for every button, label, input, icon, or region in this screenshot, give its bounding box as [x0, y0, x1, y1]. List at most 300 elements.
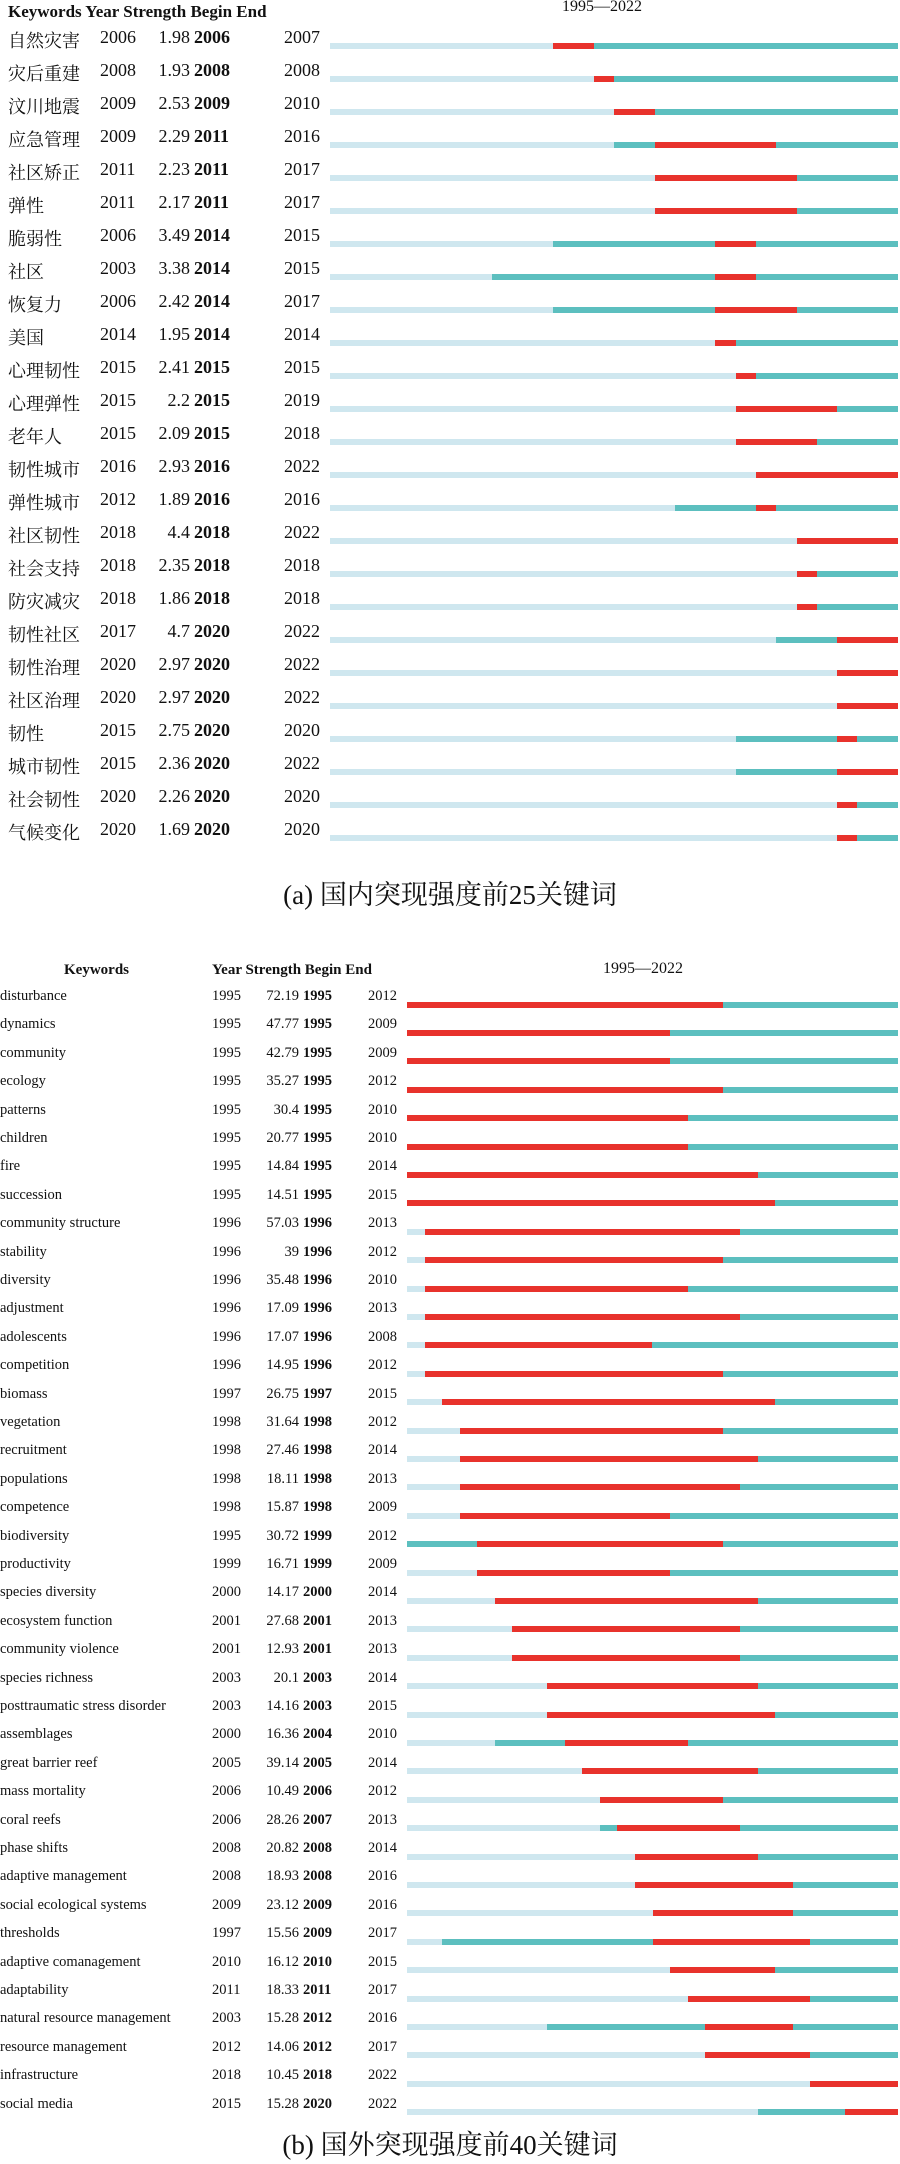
- keyword-row: [0, 1357, 900, 1385]
- begin-value: 2010: [303, 1953, 332, 1970]
- end-value: 2016: [368, 2010, 397, 2027]
- keyword-label: 社会韧性: [8, 790, 80, 810]
- keyword-label: 韧性: [8, 724, 44, 744]
- end-value: 2012: [368, 988, 397, 1004]
- timeline-bar: [407, 1655, 898, 1661]
- timeline-bar: [407, 1314, 898, 1320]
- year-value: 2020: [100, 819, 136, 839]
- timeline-bar: [407, 1882, 898, 1888]
- year-value: 2003: [212, 1669, 241, 1686]
- keyword-label: great barrier reef: [0, 1754, 98, 1771]
- year-value: 1999: [212, 1556, 241, 1572]
- keyword-label: patterns: [0, 1101, 46, 1118]
- pre-appearance-segment: [407, 2081, 810, 2087]
- pre-appearance-segment: [407, 1257, 425, 1263]
- burst-segment: [425, 1286, 688, 1292]
- keyword-label: 美国: [8, 328, 44, 348]
- end-value: 2019: [284, 390, 320, 410]
- year-value: 1996: [212, 1300, 241, 1317]
- year-value: 2010: [212, 1953, 241, 1970]
- strength-value: 16.71: [266, 1556, 299, 1572]
- end-value: 2007: [284, 27, 320, 47]
- pre-appearance-segment: [330, 175, 655, 181]
- end-value: 2009: [368, 1499, 397, 1516]
- year-value: 1998: [212, 1499, 241, 1516]
- burst-segment: [594, 76, 614, 82]
- year-value: 1998: [212, 1470, 241, 1487]
- begin-value: 2006: [194, 27, 230, 47]
- timeline-bar: [407, 1030, 898, 1036]
- pre-appearance-segment: [330, 76, 594, 82]
- strength-value: 39.14: [266, 1754, 299, 1771]
- pre-appearance-segment: [407, 1513, 460, 1519]
- pre-appearance-segment: [407, 1342, 425, 1348]
- burst-segment: [407, 1030, 670, 1036]
- pre-appearance-segment: [407, 1683, 547, 1689]
- timeline-bar: [407, 1484, 898, 1490]
- end-value: 2022: [284, 621, 320, 641]
- keyword-label: stability: [0, 1243, 47, 1260]
- keyword-row: [0, 1783, 900, 1811]
- year-value: 2020: [100, 786, 136, 806]
- timeline-bar: [330, 373, 898, 379]
- timeline-bar: [407, 1626, 898, 1632]
- begin-value: 2014: [194, 324, 230, 344]
- keyword-row: [0, 1244, 900, 1272]
- strength-value: 14.06: [266, 2038, 299, 2055]
- burst-segment: [477, 1570, 670, 1576]
- burst-segment: [797, 604, 817, 610]
- begin-value: 1995: [303, 1158, 332, 1175]
- keyword-row: [0, 1215, 900, 1243]
- keyword-label: community violence: [0, 1641, 119, 1658]
- timeline-bar: [330, 175, 898, 181]
- strength-value: 57.03: [266, 1215, 299, 1232]
- keyword-label: 社区矫正: [8, 163, 80, 183]
- pre-appearance-segment: [330, 406, 736, 412]
- panel-b-foreign-burst-chart: [0, 950, 900, 2164]
- keyword-row: [0, 423, 900, 456]
- burst-segment: [407, 1002, 723, 1008]
- strength-value: 31.64: [266, 1414, 299, 1430]
- timeline-bar: [407, 1513, 898, 1519]
- burst-segment: [460, 1513, 670, 1519]
- strength-value: 2.29: [158, 126, 190, 146]
- pre-appearance-segment: [407, 1740, 495, 1746]
- pre-appearance-segment: [407, 2052, 705, 2058]
- begin-value: 2009: [194, 93, 230, 113]
- timeline-bar: [407, 1541, 898, 1547]
- year-value: 1995: [212, 1044, 241, 1061]
- begin-value: 2020: [194, 654, 230, 674]
- keyword-label: 社区韧性: [8, 526, 80, 546]
- timeline-bar: [330, 340, 898, 346]
- timeline-bar: [407, 1910, 898, 1916]
- keyword-label: 韧性社区: [8, 625, 80, 645]
- burst-segment: [715, 274, 756, 280]
- strength-value: 16.12: [266, 1953, 299, 1970]
- end-value: 2013: [368, 1215, 397, 1232]
- timeline-bar: [407, 1229, 898, 1235]
- begin-value: 2020: [194, 753, 230, 773]
- keyword-row: [0, 1641, 900, 1669]
- pre-appearance-segment: [407, 1626, 512, 1632]
- keyword-label: 气候变化: [8, 823, 80, 843]
- keyword-row: [0, 324, 900, 357]
- burst-segment: [512, 1626, 740, 1632]
- keyword-row: [0, 1102, 900, 1130]
- strength-value: 72.19: [266, 988, 299, 1004]
- keyword-label: recruitment: [0, 1442, 67, 1459]
- strength-value: 15.87: [266, 1499, 299, 1516]
- pre-appearance-segment: [407, 1598, 495, 1604]
- begin-value: 1996: [303, 1357, 332, 1374]
- keyword-row: [0, 1954, 900, 1982]
- burst-segment: [617, 1825, 740, 1831]
- year-value: 2020: [100, 687, 136, 707]
- timeline-bar: [330, 736, 898, 742]
- end-value: 2016: [368, 1868, 397, 1885]
- keyword-label: fire: [0, 1158, 21, 1175]
- keyword-label: 恢复力: [8, 295, 62, 315]
- timeline-bar: [330, 406, 898, 412]
- timeline-bar: [407, 1200, 898, 1206]
- burst-segment: [635, 1882, 793, 1888]
- timeline-bar: [407, 1967, 898, 1973]
- burst-segment: [635, 1854, 758, 1860]
- pre-appearance-segment: [407, 1314, 425, 1320]
- header-end: End: [345, 962, 372, 978]
- begin-value: 2008: [194, 60, 230, 80]
- keyword-row: [0, 988, 900, 1016]
- end-value: 2016: [368, 1896, 397, 1913]
- keyword-row: [0, 2010, 900, 2038]
- burst-segment: [655, 208, 797, 214]
- pre-appearance-segment: [330, 274, 492, 280]
- pre-appearance-segment: [407, 1456, 460, 1462]
- pre-appearance-segment: [407, 1286, 425, 1292]
- begin-value: 2005: [303, 1754, 332, 1771]
- begin-value: 1999: [303, 1527, 332, 1544]
- timeline-bar: [407, 1598, 898, 1604]
- pre-appearance-segment: [330, 538, 797, 544]
- end-value: 2013: [368, 1470, 397, 1487]
- year-value: 2006: [212, 1811, 241, 1828]
- year-value: 2005: [212, 1754, 241, 1771]
- pre-appearance-segment: [407, 1484, 460, 1490]
- year-value: 2011: [100, 192, 136, 212]
- timeline-bar: [407, 1797, 898, 1803]
- keyword-label: adaptive management: [0, 1868, 127, 1885]
- keyword-row: [0, 1016, 900, 1044]
- keyword-row: [0, 489, 900, 522]
- keyword-row: [0, 93, 900, 126]
- timeline-bar: [330, 637, 898, 643]
- begin-value: 2001: [303, 1641, 332, 1658]
- timeline-bar: [407, 1002, 898, 1008]
- year-value: 2015: [100, 720, 136, 740]
- end-value: 2018: [284, 588, 320, 608]
- timeline-bar: [407, 1683, 898, 1689]
- strength-value: 42.79: [266, 1044, 299, 1061]
- begin-value: 2020: [303, 2095, 332, 2112]
- keyword-label: 城市韧性: [8, 757, 80, 777]
- year-value: 1995: [212, 988, 241, 1004]
- strength-value: 26.75: [266, 1385, 299, 1402]
- keyword-label: 防灾减灾: [8, 592, 80, 612]
- keyword-row: [0, 555, 900, 588]
- keyword-row: [0, 1386, 900, 1414]
- timeline-bar: [330, 274, 898, 280]
- pre-appearance-segment: [330, 109, 614, 115]
- pre-appearance-segment: [407, 1229, 425, 1235]
- year-value: 2003: [212, 1698, 241, 1714]
- keyword-row: [0, 126, 900, 159]
- year-value: 1995: [212, 1186, 241, 1203]
- end-value: 2016: [284, 126, 320, 146]
- keyword-label: 社区治理: [8, 691, 80, 711]
- strength-value: 15.28: [266, 2095, 299, 2112]
- end-value: 2015: [368, 1953, 397, 1970]
- strength-value: 1.86: [158, 588, 190, 608]
- burst-segment: [653, 1910, 793, 1916]
- burst-segment: [600, 1797, 723, 1803]
- pre-appearance-segment: [330, 769, 736, 775]
- begin-value: 2009: [303, 1925, 332, 1942]
- header-keywords: Keywords: [8, 2, 82, 21]
- burst-segment: [837, 802, 857, 808]
- strength-value: 27.46: [266, 1442, 299, 1459]
- timeline-bar: [407, 1456, 898, 1462]
- pre-appearance-segment: [407, 1570, 477, 1576]
- year-value: 2020: [100, 654, 136, 674]
- year-value: 1995: [212, 1130, 241, 1146]
- end-value: 2017: [284, 192, 320, 212]
- timeline-bar: [407, 1854, 898, 1860]
- keyword-row: [0, 1613, 900, 1641]
- pre-appearance-segment: [330, 43, 553, 49]
- pre-appearance-segment: [330, 208, 655, 214]
- strength-value: 2.53: [158, 93, 190, 113]
- strength-value: 2.36: [158, 753, 190, 773]
- year-value: 2000: [212, 1584, 241, 1601]
- keyword-row: [0, 1187, 900, 1215]
- pre-appearance-segment: [330, 736, 736, 742]
- keyword-label: succession: [0, 1186, 63, 1203]
- keyword-label: social ecological systems: [0, 1896, 147, 1913]
- burst-segment: [425, 1257, 723, 1263]
- strength-value: 2.17: [158, 192, 190, 212]
- strength-value: 2.97: [158, 687, 190, 707]
- begin-value: 2020: [194, 819, 230, 839]
- keyword-row: [0, 687, 900, 720]
- pre-appearance-segment: [330, 340, 715, 346]
- begin-value: 1995: [303, 1130, 332, 1146]
- panel-a-header-row: [8, 2, 267, 22]
- year-value: 2006: [212, 1783, 241, 1800]
- begin-value: 2012: [303, 2038, 332, 2055]
- timeline-bar: [407, 1939, 898, 1945]
- keyword-label: mass mortality: [0, 1783, 86, 1800]
- pre-appearance-segment: [407, 1399, 442, 1405]
- keyword-row: [0, 522, 900, 555]
- keyword-row: [0, 1897, 900, 1925]
- strength-value: 14.51: [266, 1186, 299, 1203]
- panel-b-header-keywords: Keywords: [64, 962, 129, 978]
- timeline-bar: [330, 208, 898, 214]
- begin-value: 2014: [194, 291, 230, 311]
- begin-value: 2018: [303, 2067, 332, 2084]
- keyword-row: [0, 2096, 900, 2124]
- year-value: 2018: [100, 555, 136, 575]
- end-value: 2012: [368, 1783, 397, 1800]
- year-value: 1996: [212, 1272, 241, 1288]
- keyword-row: [0, 1556, 900, 1584]
- keyword-label: 韧性治理: [8, 658, 80, 678]
- pre-appearance-segment: [330, 142, 614, 148]
- keyword-row: [0, 819, 900, 852]
- burst-segment: [547, 1712, 775, 1718]
- keyword-label: ecology: [0, 1073, 46, 1090]
- keyword-row: [0, 2067, 900, 2095]
- strength-value: 14.17: [266, 1584, 299, 1601]
- active-segment: [594, 76, 898, 82]
- begin-value: 1998: [303, 1470, 332, 1487]
- end-value: 2015: [284, 258, 320, 278]
- year-value: 1995: [212, 1016, 241, 1033]
- strength-value: 20.82: [266, 1840, 299, 1856]
- panel-b-caption: (b) 国外突现强度前40关键词: [282, 2130, 618, 2160]
- keyword-label: children: [0, 1130, 48, 1146]
- year-value: 2017: [100, 621, 136, 641]
- active-segment: [736, 736, 898, 742]
- year-value: 1998: [212, 1414, 241, 1430]
- begin-value: 1996: [303, 1328, 332, 1345]
- end-value: 2009: [368, 1016, 397, 1033]
- keyword-label: biodiversity: [0, 1527, 70, 1544]
- keyword-row: [0, 1499, 900, 1527]
- strength-value: 2.23: [158, 159, 190, 179]
- keyword-label: 韧性城市: [8, 460, 80, 480]
- end-value: 2013: [368, 1300, 397, 1317]
- begin-value: 2003: [303, 1698, 332, 1714]
- end-value: 2017: [284, 291, 320, 311]
- burst-segment: [407, 1058, 670, 1064]
- pre-appearance-segment: [330, 472, 756, 478]
- strength-value: 2.97: [158, 654, 190, 674]
- strength-value: 1.98: [158, 27, 190, 47]
- keyword-label: adolescents: [0, 1328, 67, 1345]
- burst-segment: [565, 1740, 688, 1746]
- begin-value: 2020: [194, 621, 230, 641]
- begin-value: 2015: [194, 357, 230, 377]
- keyword-label: social media: [0, 2095, 73, 2112]
- burst-segment: [425, 1314, 741, 1320]
- timeline-bar: [330, 505, 898, 511]
- year-value: 2011: [212, 1982, 241, 1998]
- keyword-row: [0, 588, 900, 621]
- keyword-row: [0, 225, 900, 258]
- strength-value: 10.45: [266, 2067, 299, 2084]
- keyword-row: [0, 27, 900, 60]
- pre-appearance-segment: [407, 1768, 582, 1774]
- strength-value: 2.42: [158, 291, 190, 311]
- begin-value: 1995: [303, 1073, 332, 1090]
- end-value: 2013: [368, 1612, 397, 1629]
- burst-segment: [736, 439, 817, 445]
- timeline-bar: [407, 2081, 898, 2087]
- keyword-row: [0, 1471, 900, 1499]
- burst-segment: [407, 1200, 775, 1206]
- strength-value: 4.4: [167, 522, 190, 542]
- burst-segment: [705, 2052, 810, 2058]
- keyword-row: [0, 1130, 900, 1158]
- end-value: 2012: [368, 1527, 397, 1544]
- keyword-label: 汶川地震: [8, 97, 80, 117]
- timeline-bar: [407, 2109, 898, 2115]
- pre-appearance-segment: [407, 1996, 688, 2002]
- end-value: 2022: [368, 2095, 397, 2112]
- keyword-label: biomass: [0, 1385, 48, 1402]
- end-value: 2022: [284, 753, 320, 773]
- strength-value: 17.07: [266, 1328, 299, 1345]
- begin-value: 2003: [303, 1669, 332, 1686]
- end-value: 2008: [284, 60, 320, 80]
- active-segment: [495, 1740, 898, 1746]
- begin-value: 2018: [194, 522, 230, 542]
- strength-value: 1.89: [158, 489, 190, 509]
- burst-segment: [655, 175, 797, 181]
- header-strength: Strength: [123, 2, 187, 21]
- keyword-row: [0, 1584, 900, 1612]
- panel-b-period-label: 1995—2022: [603, 960, 683, 977]
- keyword-label: resource management: [0, 2038, 127, 2055]
- begin-value: 2008: [303, 1840, 332, 1856]
- keyword-label: ecosystem function: [0, 1612, 113, 1629]
- keyword-row: [0, 654, 900, 687]
- timeline-bar: [330, 703, 898, 709]
- keyword-label: adaptive comanagement: [0, 1953, 141, 1970]
- end-value: 2014: [368, 1754, 397, 1771]
- end-value: 2012: [368, 1357, 397, 1374]
- end-value: 2015: [368, 1186, 397, 1203]
- keyword-label: posttraumatic stress disorder: [0, 1698, 166, 1714]
- keyword-label: 脆弱性: [8, 229, 62, 249]
- end-value: 2022: [284, 687, 320, 707]
- year-value: 1996: [212, 1215, 241, 1232]
- pre-appearance-segment: [330, 670, 837, 676]
- strength-value: 30.4: [273, 1101, 299, 1118]
- strength-value: 18.11: [266, 1470, 299, 1487]
- end-value: 2017: [368, 1982, 397, 1998]
- year-value: 2001: [212, 1641, 241, 1658]
- active-segment: [492, 274, 898, 280]
- strength-value: 1.95: [158, 324, 190, 344]
- burst-segment: [837, 736, 857, 742]
- panel-a-domestic-burst-chart: [0, 0, 900, 930]
- end-value: 2014: [284, 324, 320, 344]
- strength-value: 2.75: [158, 720, 190, 740]
- keyword-label: 心理韧性: [8, 361, 80, 381]
- end-value: 2018: [284, 555, 320, 575]
- strength-value: 20.77: [266, 1130, 299, 1146]
- year-value: 2018: [100, 522, 136, 542]
- keyword-row: [0, 1073, 900, 1101]
- keyword-row: [0, 60, 900, 93]
- year-value: 2008: [212, 1868, 241, 1885]
- keyword-label: species richness: [0, 1669, 94, 1686]
- panel-b-header-rest: [212, 962, 372, 979]
